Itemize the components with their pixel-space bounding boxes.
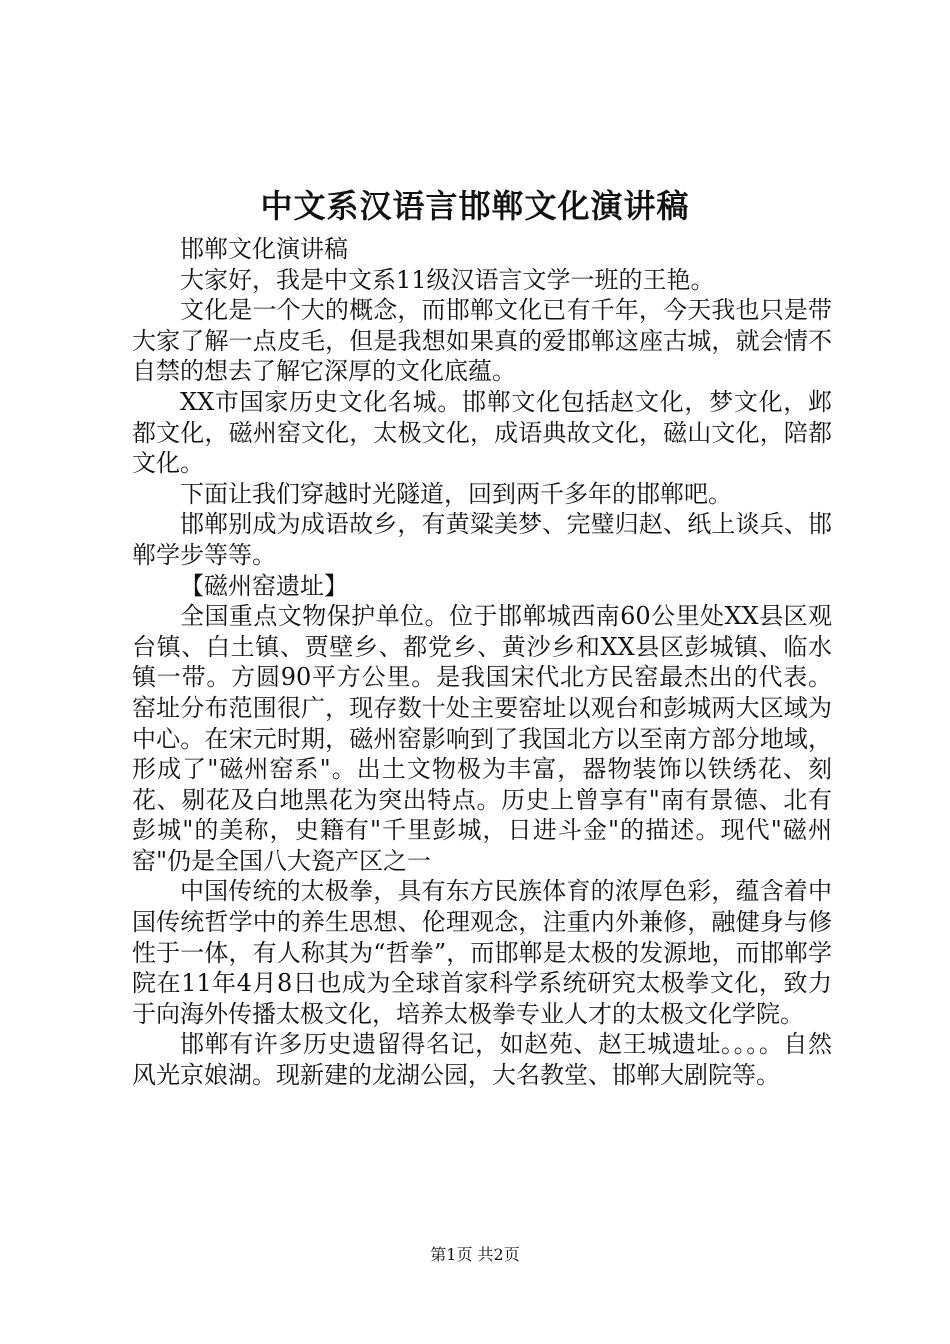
page-number: 第1页 共2页 [430,1245,520,1264]
paragraph-cizhou-kiln: 全国重点文物保护单位。位于邯郸城西南60公里处XX县区观台镇、白土镇、贾壁乡、都党乡、黄沙乡和XX县区彭城镇、临水镇一带。方圆90平方公里。是我国宋代北方民窑最杰出的代表。窑址分布范围很广，现存数十处主要窑址以观台和彭城两大区域为中心。在宋元时期，磁州窑影响到了我国北方以至南方部分地域，形成了"磁州窑系"。出土文物极为丰富，器物装饰以铁绣花、刻花、剔花及白地黑花为突出特点。历史上曾享有"南有景德、北有彭城"的美称，史籍有"千里彭城，日进斗金"的描述。现代"磁州窑"仍是全国八大瓷产区之一 [132,602,832,875]
document-body [132,234,832,1091]
paragraph-intro: 文化是一个大的概念，而邯郸文化已有千年，今天我也只是带大家了解一点皮毛，但是我想如果真的爱邯郸这座古城，就会情不自禁的想去了解它深厚的文化底蕴。 [132,296,832,386]
paragraph-time-travel: 下面让我们穿越时光隧道，回到两千多年的邯郸吧。 [180,479,732,508]
paragraph-idioms: 邯郸别成为成语故乡，有黄粱美梦、完璧归赵、纸上谈兵、邯郸学步等等。 [132,510,832,569]
paragraph-subtitle: 邯郸文化演讲稿 [180,235,348,263]
paragraph-sites: 邯郸有许多历史遗留得名记，如赵苑、赵王城遗址。。。。自然风光京娘湖。现新建的龙湖公园，大名教堂、邯郸大剧院等。 [132,1030,832,1090]
paragraph-taiji: 中国传统的太极拳，具有东方民族体育的浓厚色彩，蕴含着中国传统哲学中的养生思想、伦理观念，注重内外兼修，融健身与修性于一体，有人称其为“哲拳”，而邯郸是太极的发源地，而邯郸学院在11年4月8日也成为全球首家科学系统研究太极拳文化，致力于向海外传播太极文化，培养太极拳专业人才的太极文化学院。 [132,877,832,1028]
section-heading-cizhou-kiln: 【磁州窑遗址】 [180,571,348,600]
paragraph-greeting: 大家好，我是中文系11级汉语言文学一班的王艳。 [180,265,715,294]
document-title: 中文系汉语言邯郸文化演讲稿 [260,187,690,225]
paragraph-culture-list: XX市国家历史文化名城。邯郸文化包括赵文化，梦文化，邺都文化，磁州窑文化，太极文化，成语典故文化，磁山文化，陪都文化。 [132,387,832,478]
